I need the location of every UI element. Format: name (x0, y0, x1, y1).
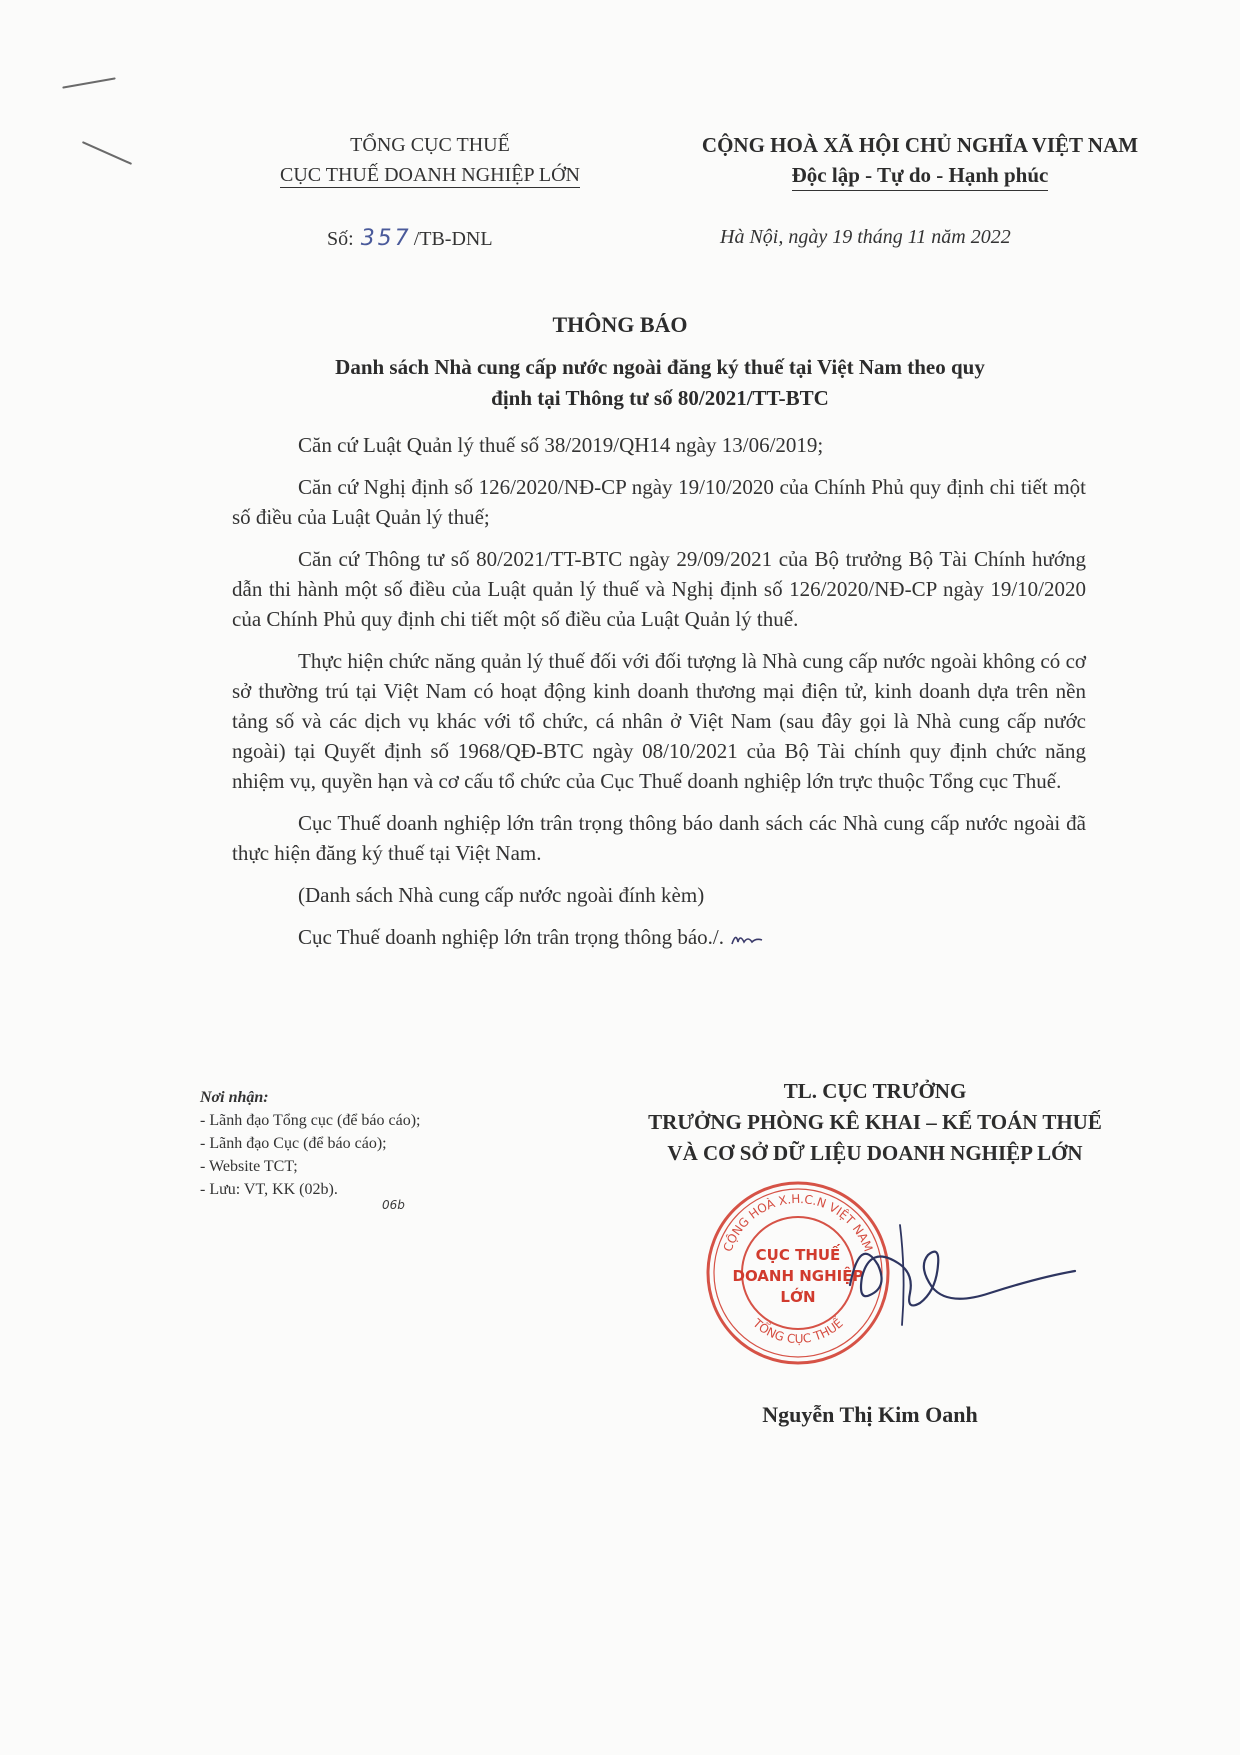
document-date: Hà Nội, ngày 19 tháng 11 năm 2022 (720, 226, 1011, 248)
scan-mark (82, 141, 132, 165)
announcement-paragraph: Cục Thuế doanh nghiệp lớn trân trọng thông báo danh sách các Nhà cung cấp nước ngoài đã thực hiện đăng ký thuế tại Việt Nam. (232, 811, 1086, 865)
seal-ring-top: CỘNG HOÀ X.H.C.N VIỆT NAM (720, 1191, 876, 1254)
recipient-item: - Lãnh đạo Tổng cục (để báo cáo); (200, 1112, 421, 1129)
document-number: Số: 357 /TB-DNL (327, 226, 493, 251)
national-motto: Độc lập - Tự do - Hạnh phúc (640, 160, 1200, 190)
agency-name: CỤC THUẾ DOANH NGHIỆP LỚN (280, 164, 580, 186)
document-body (232, 430, 1086, 964)
seal-center-1: CỤC THUẾ (755, 1246, 841, 1264)
document-title: THÔNG BÁO (552, 312, 688, 337)
initials-mark (730, 930, 766, 948)
scan-mark (62, 77, 116, 88)
legal-basis-1: Căn cứ Luật Quản lý thuế số 38/2019/QH14 ngày 13/06/2019; (298, 433, 824, 457)
seal-center-3: LỚN (780, 1288, 816, 1306)
mandate-paragraph: Thực hiện chức năng quản lý thuế đối với đối tượng là Nhà cung cấp nước ngoài không có cơ sở thường trú tại Việt Nam có hoạt động kinh doanh thương mại điện tử, kinh doanh dựa trên nền tảng số và các dịch vụ khác với tổ chức, cá nhân ở Việt Nam (sau đây gọi là Nhà cung cấp nước ngoài) tại Quyết định số 1968/QĐ-BTC ngày 08/10/2021 của Bộ Tài chính quy định chức năng nhiệm vụ, quyền hạn và cơ cấu tổ chức của Cục Thuế doanh nghiệp lớn trực thuộc Tổng cục Thuế. (232, 649, 1086, 793)
signer-name: Nguyễn Thị Kim Oanh (762, 1402, 978, 1427)
document-subtitle: Danh sách Nhà cung cấp nước ngoài đăng ký thuế tại Việt Nam theo quy định tại Thông tư số 80/2021/TT-BTC (335, 355, 985, 410)
seal-ring-bottom: TỔNG CỤC THUẾ (750, 1316, 846, 1347)
agency-parent: TỔNG CỤC THUẾ (350, 134, 510, 156)
seal-center-2: DOANH NGHIỆP (732, 1267, 864, 1285)
nation-name: CỘNG HOÀ XÃ HỘI CHỦ NGHĨA VIỆT NAM (701, 133, 1139, 157)
legal-basis-2: Căn cứ Nghị định số 126/2020/NĐ-CP ngày 19/10/2020 của Chính Phủ quy định chi tiết một số điều của Luật Quản lý thuế; (232, 475, 1086, 529)
national-header (640, 130, 1200, 190)
recipients-list (200, 1086, 500, 1201)
recipient-item: - Lưu: VT, KK (02b). (200, 1181, 338, 1198)
signatory-title: TL. CỤC TRƯỞNG TRƯỞNG PHÒNG KÊ KHAI – KẾ TOÁN THUẾ VÀ CƠ SỞ DỮ LIỆU DOANH NGHIỆP LỚN (648, 1079, 1102, 1165)
legal-basis-3: Căn cứ Thông tư số 80/2021/TT-BTC ngày 29/09/2021 của Bộ trưởng Bộ Tài Chính hướng dẫn thi hành một số điều của Luật quản lý thuế và Nghị định số 126/2020/NĐ-CP ngày 19/10/2020 của Chính Phủ quy định chi tiết một số điều của Luật Quản lý thuế. (232, 547, 1086, 631)
recipient-item: - Lãnh đạo Cục (để báo cáo); (200, 1135, 387, 1152)
handwritten-number: 357 (360, 226, 412, 251)
recipient-item: - Website TCT; (200, 1158, 298, 1175)
handwritten-copy-count: 06b (382, 1198, 405, 1212)
closing-line: Cục Thuế doanh nghiệp lớn trân trọng thông báo./. (232, 922, 1086, 952)
handwritten-signature (840, 1215, 1080, 1335)
issuing-agency (220, 130, 640, 190)
attachment-note: (Danh sách Nhà cung cấp nước ngoài đính kèm) (298, 883, 705, 907)
recipients-title: Nơi nhận: (200, 1089, 269, 1106)
